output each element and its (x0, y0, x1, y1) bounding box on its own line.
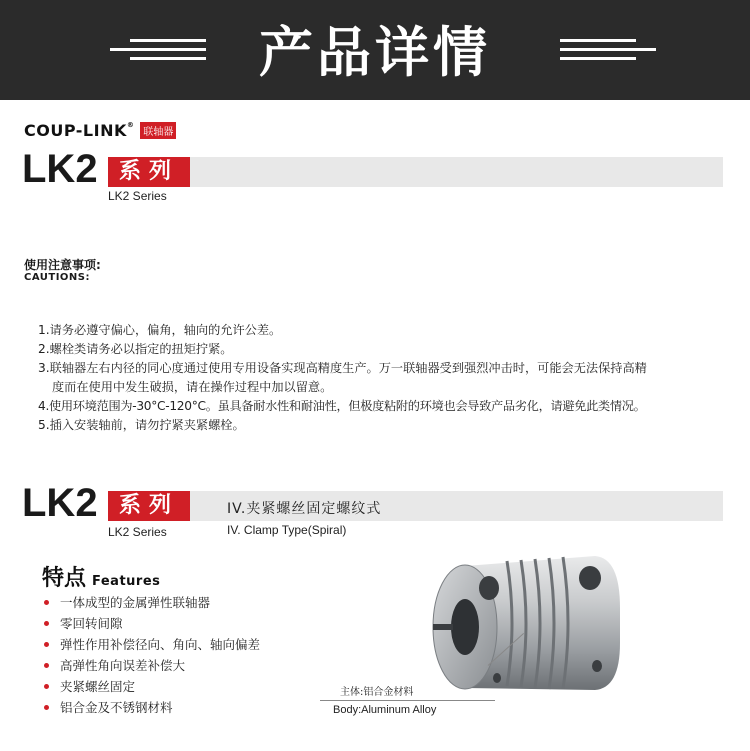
bullet-icon (44, 600, 49, 605)
cautions-heading-en: CAUTIONS: (24, 272, 91, 283)
brand-name: COUP-LINK® (24, 121, 135, 140)
series-tag: 系列 (108, 157, 190, 187)
series-subtitle: LK2 Series (108, 189, 167, 203)
clamp-type-label: IV.夹紧螺丝固定螺纹式 (227, 501, 382, 517)
bullet-icon (44, 705, 49, 710)
series-bar (190, 157, 723, 187)
bullet-icon (44, 621, 49, 626)
series-subtitle: LK2 Series (108, 525, 167, 539)
series-model: LK2 (22, 481, 98, 525)
brand-logo (24, 121, 176, 140)
page-title: 产品详情 (259, 21, 491, 84)
features-title: 特点 Features (42, 566, 161, 591)
cautions-heading: 使用注意事项: (24, 258, 101, 272)
cautions-list (38, 321, 738, 435)
feature-item: 夹紧螺丝固定 (44, 676, 260, 697)
feature-item: 弹性作用补偿径向、角向、轴向偏差 (44, 634, 260, 655)
list-item: 3.联轴器左右内径的同心度通过使用专用设备实现高精度生产。万一联轴器受到强烈冲击时，可能会无法保持高精 (38, 361, 647, 375)
features-list (44, 592, 260, 718)
feature-item: 零回转间隙 (44, 613, 260, 634)
bullet-icon (44, 663, 49, 668)
feature-item: 一体成型的金属弹性联轴器 (44, 592, 260, 613)
series-tag: 系列 (108, 491, 190, 521)
bullet-icon (44, 684, 49, 689)
list-item: 2.螺栓类请务必以指定的扭矩拧紧。 (38, 342, 233, 356)
bullet-icon (44, 642, 49, 647)
list-item: 4.使用环境范围为-30°C-120°C。虽具备耐水性和耐油性，但极度粘附的环境也会导致产品劣化，请避免此类情况。 (38, 399, 646, 413)
material-label: 主体:铝合金材料 (340, 687, 414, 698)
material-label-en: Body:Aluminum Alloy (333, 704, 437, 716)
feature-item: 铝合金及不锈钢材料 (44, 697, 260, 718)
clamp-type-subtitle: IV. Clamp Type(Spiral) (227, 523, 347, 537)
header-banner (0, 0, 750, 100)
list-item: 度而在使用中发生破损，请在操作过程中加以留意。 (52, 380, 333, 394)
series-model: LK2 (22, 147, 98, 191)
brand-tag: 联轴器 (140, 122, 176, 139)
feature-item: 高弹性角向误差补偿大 (44, 655, 260, 676)
list-item: 1.请务必遵守偏心，偏角，轴向的允许公差。 (38, 323, 282, 337)
list-item: 5.插入安装轴前，请勿拧紧夹紧螺栓。 (38, 418, 245, 432)
coupling-product-image (425, 548, 625, 698)
callout-line (320, 700, 495, 701)
